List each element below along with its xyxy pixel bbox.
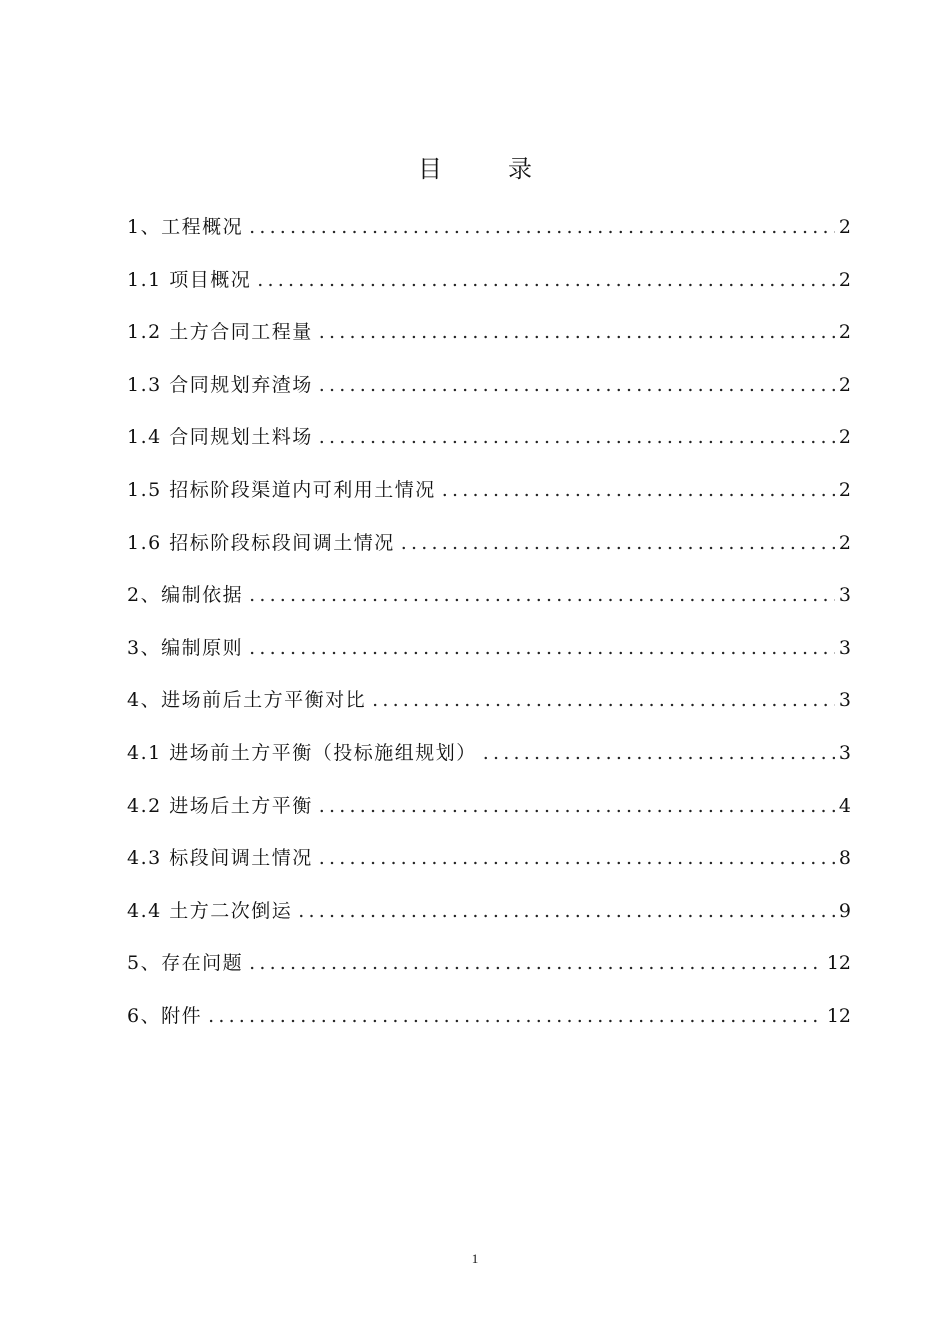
toc-entry-text: 1.2 土方合同工程量 — [127, 321, 313, 344]
toc-leader-dots — [319, 321, 835, 343]
toc-leader-dots — [319, 795, 835, 817]
toc-entry-page: 2 — [838, 321, 851, 344]
toc-entry-page: 2 — [838, 373, 851, 396]
toc-entry-page: 2 — [838, 531, 851, 554]
toc-entry-page: 4 — [838, 794, 851, 817]
toc-leader-dots — [401, 532, 835, 554]
toc-entry[interactable] — [127, 422, 851, 475]
toc-leader-dots — [319, 374, 835, 396]
toc-title-char-2: 录 — [508, 155, 532, 183]
toc-entry[interactable] — [127, 370, 851, 423]
toc-entry-text: 4、进场前后土方平衡对比 — [127, 689, 367, 712]
toc-entry-text: 1.5 招标阶段渠道内可利用土情况 — [127, 478, 436, 501]
toc-entry-text: 6、附件 — [127, 1004, 203, 1027]
toc-leader-dots — [483, 742, 835, 764]
toc-entry-page: 2 — [838, 478, 851, 501]
toc-entry[interactable] — [127, 528, 851, 581]
toc-entry-text: 1.4 合同规划土料场 — [127, 426, 313, 449]
toc-entry-page: 12 — [826, 952, 851, 975]
toc-title — [0, 152, 950, 186]
toc-entry-page: 3 — [838, 636, 851, 659]
toc-entry-text: 1、工程概况 — [127, 216, 244, 238]
toc-entry-text: 4.2 进场后土方平衡 — [127, 794, 313, 817]
toc-entry-text: 1.1 项目概况 — [127, 268, 252, 291]
toc-entry[interactable] — [127, 843, 851, 896]
toc-leader-dots — [298, 900, 835, 922]
toc-title-char-1: 目 — [418, 155, 442, 183]
toc-leader-dots — [257, 269, 835, 291]
toc-entry-text: 1.3 合同规划弃渣场 — [127, 373, 313, 396]
toc-entry-page: 8 — [838, 847, 851, 870]
toc-entry[interactable] — [127, 475, 851, 528]
toc-entry[interactable] — [127, 791, 851, 844]
toc-entry[interactable] — [127, 212, 851, 265]
toc-leader-dots — [249, 637, 835, 659]
toc-entry-text: 4.3 标段间调土情况 — [127, 847, 313, 870]
toc-entry-text: 2、编制依据 — [127, 584, 244, 607]
toc-leader-dots — [372, 689, 835, 711]
toc-entry[interactable] — [127, 317, 851, 370]
toc-entry[interactable] — [127, 265, 851, 318]
toc-leader-dots — [319, 847, 835, 869]
toc-leader-dots — [249, 216, 835, 238]
toc-entry[interactable] — [127, 685, 851, 738]
toc-entry-page: 12 — [826, 1004, 851, 1027]
toc-entry-text: 4.1 进场前土方平衡（投标施组规划） — [127, 741, 477, 764]
toc-entry-text: 5、存在问题 — [127, 952, 244, 975]
toc-leader-dots — [249, 584, 835, 606]
page-number: 1 — [471, 1251, 479, 1266]
toc-entry[interactable] — [127, 948, 851, 1001]
toc-leader-dots — [249, 952, 823, 974]
toc-entry[interactable] — [127, 580, 851, 633]
toc-entry-page: 3 — [838, 689, 851, 712]
toc-entry[interactable] — [127, 738, 851, 791]
toc-entry-page: 2 — [838, 216, 851, 238]
toc-entry[interactable] — [127, 896, 851, 949]
toc-entry[interactable] — [127, 633, 851, 686]
toc-leader-dots — [442, 479, 835, 501]
toc-list — [127, 212, 851, 1054]
toc-entry-page: 2 — [838, 426, 851, 449]
toc-entry-page: 9 — [838, 899, 851, 922]
toc-leader-dots — [319, 426, 835, 448]
toc-entry-text: 1.6 招标阶段标段间调土情况 — [127, 531, 395, 554]
toc-entry-page: 3 — [838, 584, 851, 607]
toc-entry[interactable] — [127, 1001, 851, 1054]
toc-entry-text: 4.4 土方二次倒运 — [127, 899, 293, 922]
toc-entry-page: 2 — [838, 268, 851, 291]
toc-entry-page: 3 — [838, 741, 851, 764]
toc-leader-dots — [208, 1005, 823, 1027]
toc-entry-text: 3、编制原则 — [127, 636, 244, 659]
